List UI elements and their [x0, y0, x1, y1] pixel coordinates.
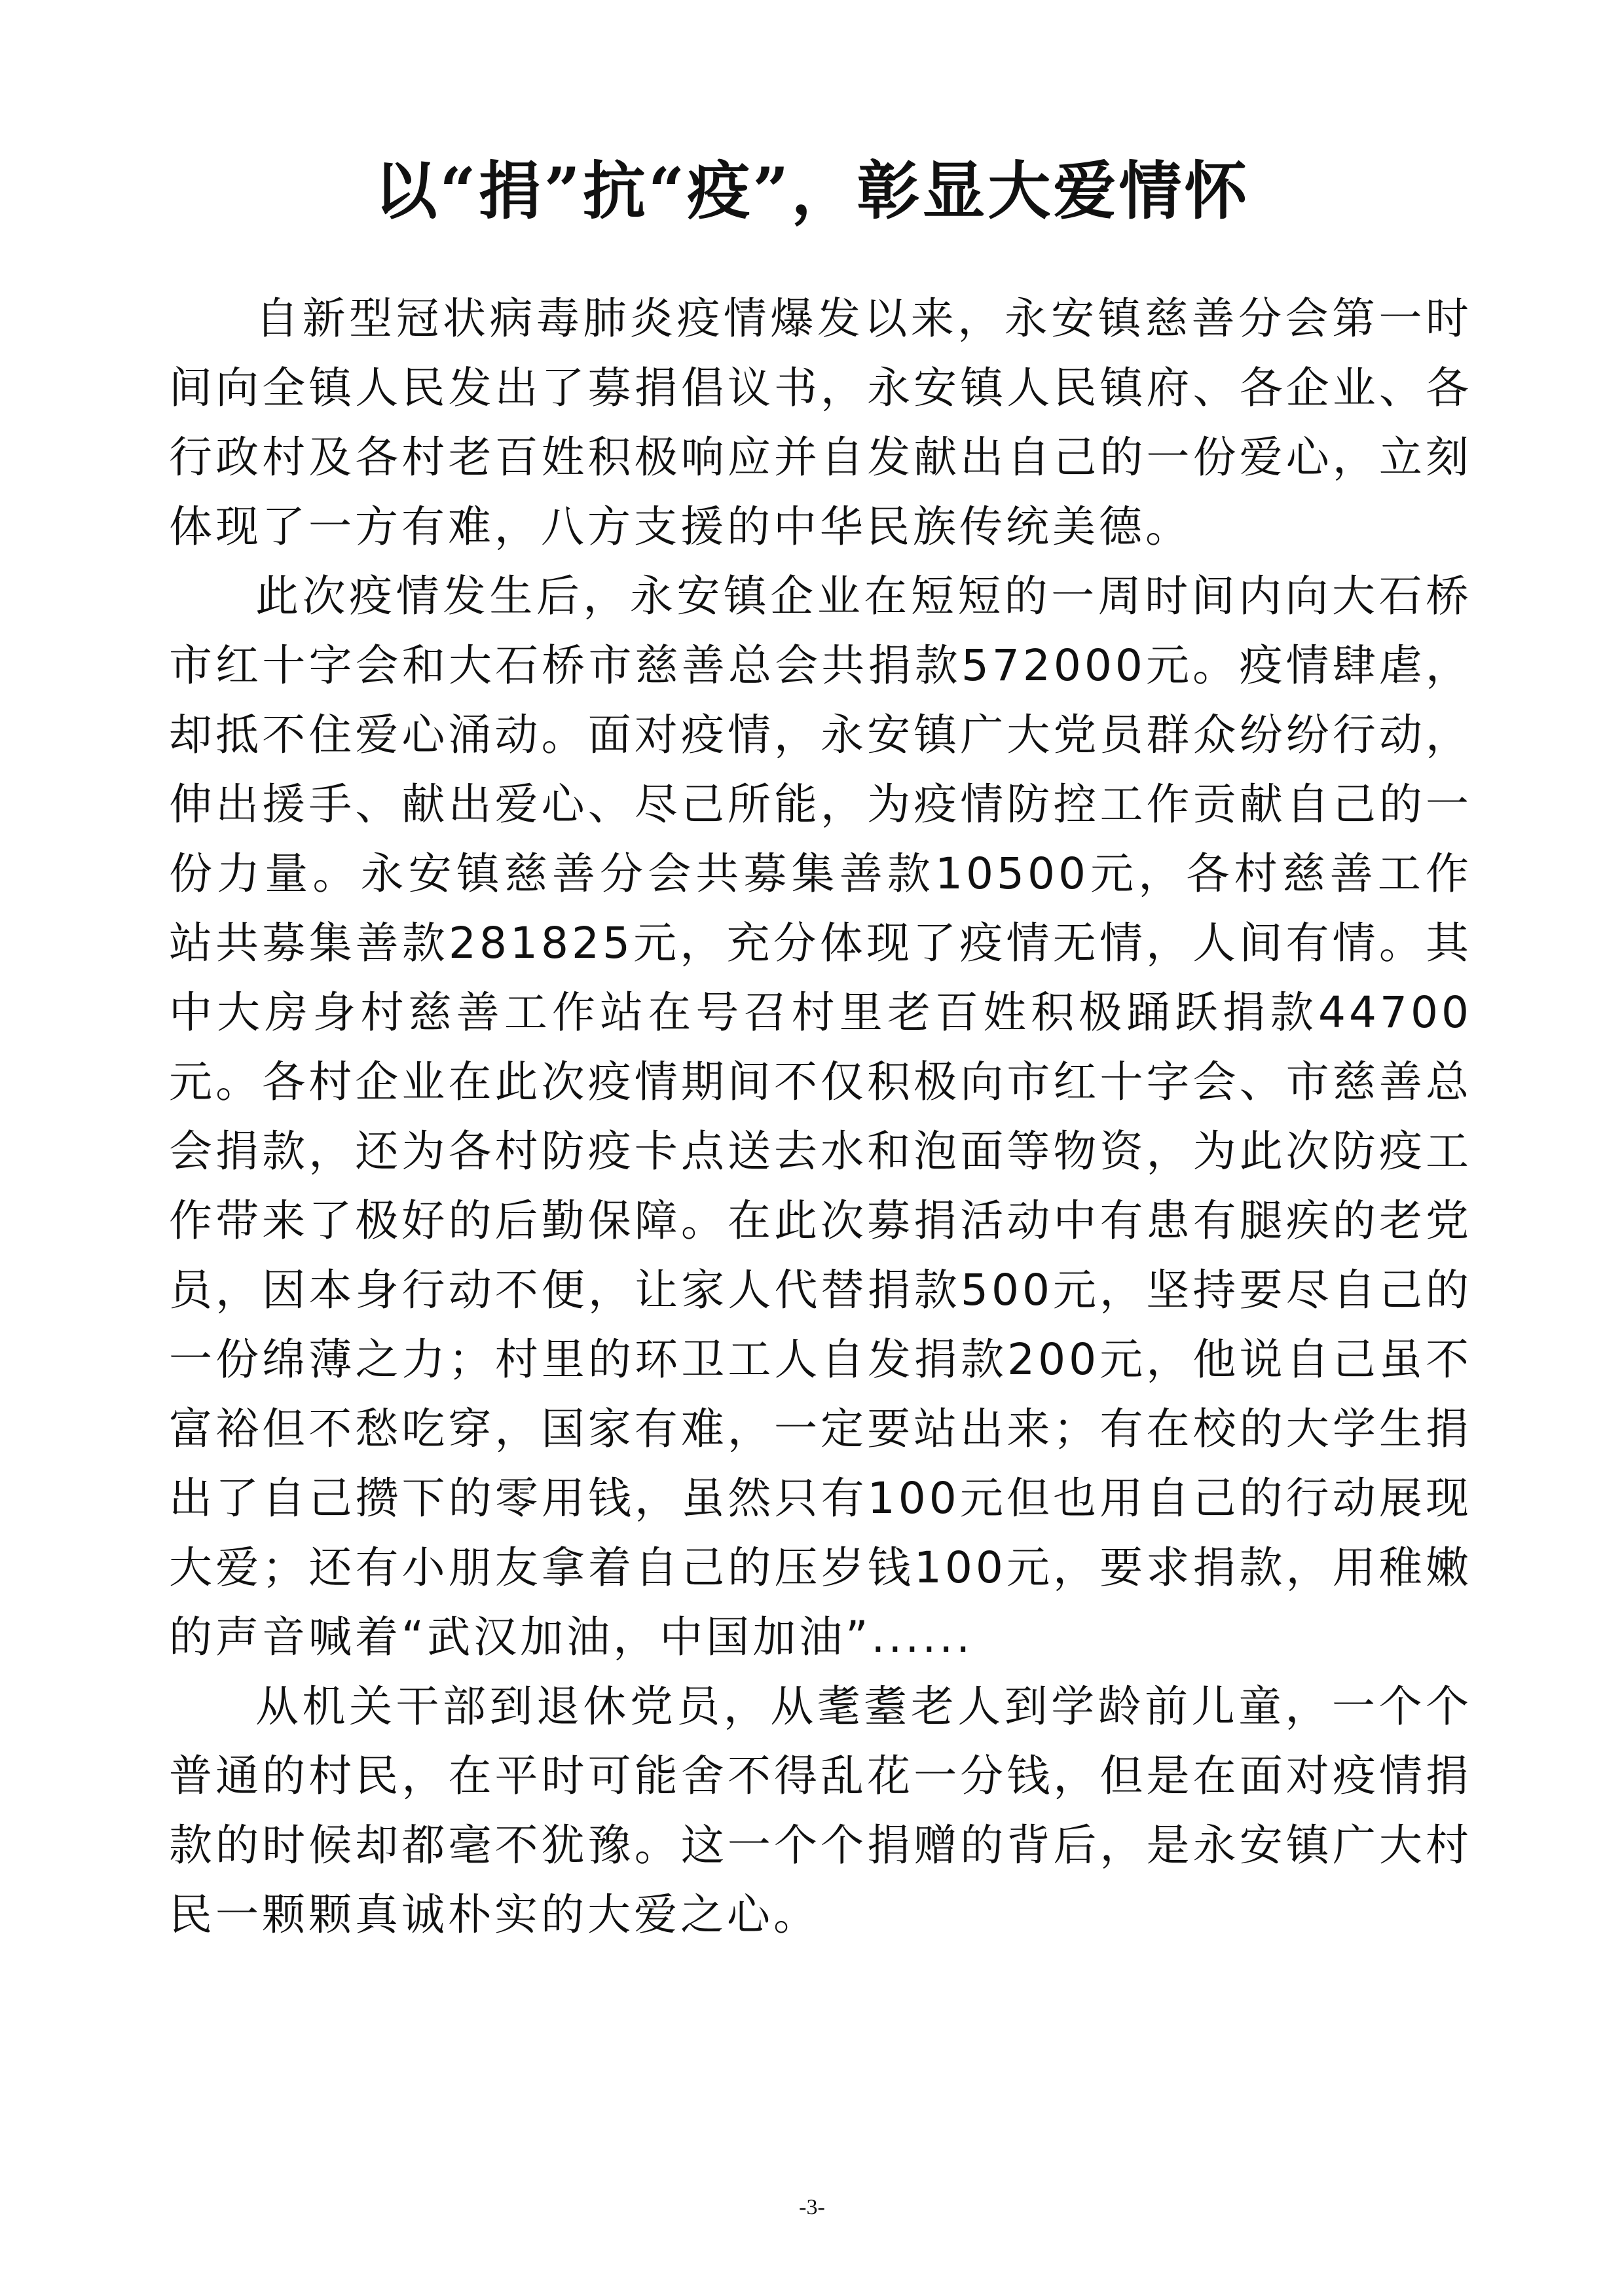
paragraph-conclusion: 从机关干部到退休党员，从耄耋老人到学龄前儿童，一个个普通的村民，在平时可能舍不得乱花一分钱，但是在面对疫情捐款的时候却都毫不犹豫。这一个个捐赠的背后，是永安镇广大村民一颗颗真诚朴实的大爱之心。: [169, 1681, 1472, 1940]
paragraph-donations: 此次疫情发生后，永安镇企业在短短的一周时间内向大石桥市红十字会和大石桥市慈善总会共捐款572000元。疫情肆虐，却抵不住爱心涌动。面对疫情，永安镇广大党员群众纷纷行动，伸出援手、献出爱心、尽己所能，为疫情防控工作贡献自己的一份力量。永安镇慈善分会共募集善款10500元，各村慈善工作站共募集善款281825元，充分体现了疫情无情，人间有情。其中大房身村慈善工作站在号召村里老百姓积极踊跃捐款44700元。各村企业在此次疫情期间不仅积极向市红十字会、市慈善总会捐款，还为各村防疫卡点送去水和泡面等物资，为此次防疫工作带来了极好的后勤保障。在此次募捐活动中有患有腿疾的老党员，因本身行动不便，让家人代替捐款500元，坚持要尽自己的一份绵薄之力；村里的环卫工人自发捐款200元，他说自己虽不富裕但不愁吃穿，国家有难，一定要站出来；有在校的大学生捐出了自己攒下的零用钱，虽然只有100元但也用自己的行动展现大爱；还有小朋友拿着自己的压岁钱100元，要求捐款，用稚嫩的声音喊着“武汉加油，中国加油”......: [169, 571, 1472, 1662]
page-number: -3-: [799, 2195, 825, 2219]
paragraph-intro: 自新型冠状病毒肺炎疫情爆发以来，永安镇慈善分会第一时间向全镇人民发出了募捐倡议书，永安镇人民镇府、各企业、各行政村及各村老百姓积极响应并自发献出自己的一份爱心，立刻体现了一方有难，八方支援的中华民族传统美德。: [169, 293, 1472, 552]
document-body: [169, 284, 1472, 1950]
document-title: 以“捐”抗“疫”，彰显大爱情怀: [374, 154, 1250, 228]
